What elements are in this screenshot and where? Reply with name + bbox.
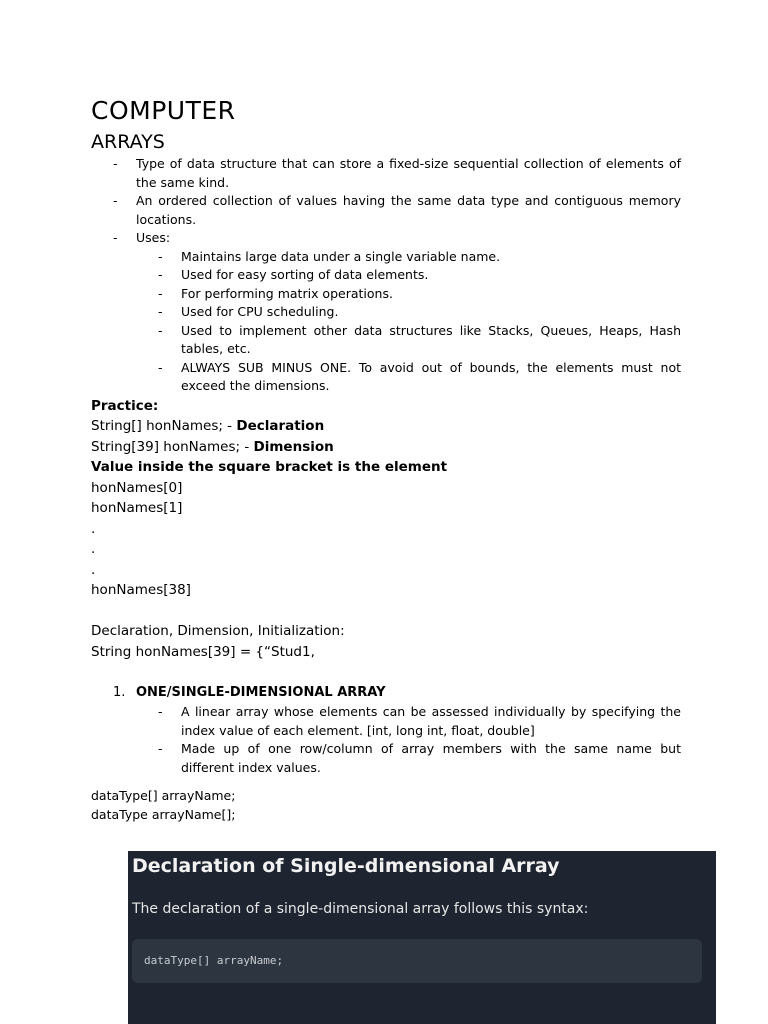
dash-bullet: - [113, 193, 118, 208]
arrays-points-list [91, 155, 681, 248]
ddi-label: Declaration, Dimension, Initialization: [91, 623, 345, 639]
ellipsis-dot: . [91, 541, 96, 557]
dash-bullet: - [158, 704, 163, 719]
uses-list [91, 248, 681, 396]
syntax-line: dataType[] arrayName; [91, 788, 236, 803]
dash-bullet: - [158, 267, 163, 282]
syntax-lines [91, 787, 681, 824]
numbered-heading: 1. ONE/SINGLE-DIMENSIONAL ARRAY [113, 684, 386, 700]
list-item: - A linear array whose elements can be assessed individually by specifying the index value of each element. [int, long int, float, double] [158, 704, 681, 738]
ddi-code: String honNames[39] = {“Stud1, [91, 643, 315, 660]
list-item: - For performing matrix operations. [91, 285, 681, 304]
blank-line [91, 601, 681, 622]
screenshot-subtitle: The declaration of a single-dimensional array follows this syntax: [132, 901, 589, 917]
single-dimensional-points [91, 703, 681, 777]
practice-heading: Practice: [91, 397, 159, 414]
dash-bullet: - [158, 248, 163, 264]
element-note: Value inside the square bracket is the element [91, 459, 448, 475]
screenshot-code-block: dataType[] arrayName; [132, 939, 702, 983]
page-title: COMPUTER [91, 96, 236, 125]
dash-bullet: - [158, 741, 163, 756]
dimension-line: String[39] honNames; - Dimension [91, 438, 334, 455]
list-item: - An ordered collection of values having the same data type and contiguous memory locations. [113, 193, 681, 227]
array-element-line: honNames[0] [91, 479, 183, 496]
list-item: - Used for easy sorting of data elements. [91, 266, 681, 285]
list-item: - ALWAYS SUB MINUS ONE. To avoid out of bounds, the elements must not exceed the dimensions. [158, 359, 681, 393]
section-title: ARRAYS [91, 131, 165, 153]
list-item: - Type of data structure that can store a fixed-size sequential collection of elements of the same kind. [113, 156, 681, 190]
ellipsis-dot: . [91, 520, 96, 537]
list-item: - Made up of one row/column of array members with the same name but different index values. [158, 741, 681, 775]
list-item: - Used to implement other data structures like Stacks, Queues, Heaps, Hash tables, etc. [158, 322, 681, 356]
embedded-screenshot [128, 851, 716, 1024]
list-item: - Uses: [91, 229, 681, 248]
dash-bullet: - [158, 285, 163, 301]
dash-bullet: - [113, 230, 118, 245]
dash-bullet: - [113, 156, 118, 171]
document-page [91, 96, 681, 824]
declaration-line: String[] honNames; - Declaration [91, 418, 325, 434]
array-element-line: honNames[1] [91, 500, 183, 516]
dash-bullet: - [158, 304, 163, 319]
array-element-line: honNames[38] [91, 582, 191, 598]
dash-bullet: - [158, 359, 163, 375]
dash-bullet: - [158, 322, 163, 338]
list-item: - Maintains large data under a single variable name. [91, 248, 681, 267]
screenshot-title: Declaration of Single-dimensional Array [132, 855, 560, 877]
syntax-line: dataType arrayName[]; [91, 806, 236, 822]
blank-line [91, 662, 681, 683]
ellipsis-dot: . [91, 561, 96, 578]
list-item: - Used for CPU scheduling. [91, 303, 681, 322]
